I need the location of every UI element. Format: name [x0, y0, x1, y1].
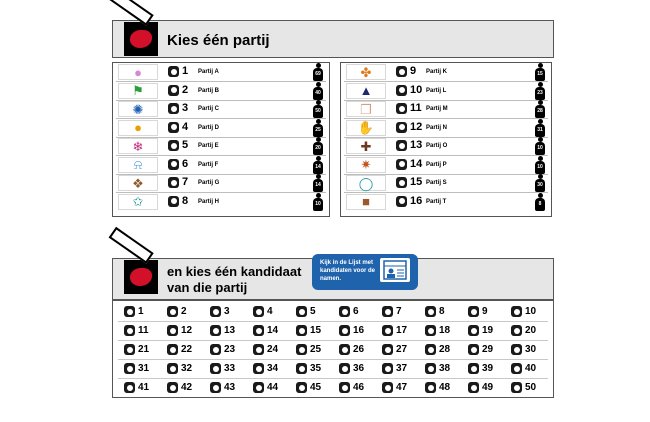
party-name: Partij S [426, 180, 447, 186]
candidate-radio[interactable] [167, 325, 178, 336]
candidate-count-icon [535, 63, 545, 81]
candidate-count: 20 [313, 142, 323, 155]
candidate-count-icon [535, 137, 545, 155]
candidate-option[interactable] [210, 324, 250, 338]
candidate-count-icon [313, 63, 323, 81]
candidate-number: 20 [525, 325, 537, 336]
candidate-section-title-1: en kies één kandidaat [167, 264, 302, 279]
candidate-number: 32 [181, 363, 193, 374]
party-row[interactable] [340, 100, 552, 118]
candidate-radio[interactable] [511, 382, 522, 393]
candidate-list-info-box [312, 254, 418, 290]
candidate-count: 40 [313, 87, 323, 100]
candidate-radio[interactable] [210, 363, 221, 374]
party-number: 8 [182, 194, 189, 207]
candidate-option[interactable] [339, 305, 379, 319]
diamond-cluster-icon: ❖ [118, 175, 158, 191]
drop-icon: ● [118, 120, 158, 136]
candidate-option[interactable] [468, 343, 508, 357]
candidate-count-icon [313, 174, 323, 192]
candidate-option[interactable] [210, 305, 250, 319]
snowflake-icon: ❄ [118, 138, 158, 154]
candidate-number: 39 [482, 363, 494, 374]
party-number: 4 [182, 120, 189, 133]
candidate-radio[interactable] [339, 325, 350, 336]
candidate-number: 8 [439, 306, 445, 317]
candidate-option[interactable] [167, 305, 207, 319]
candidate-radio[interactable] [511, 344, 522, 355]
party-number: 1 [182, 65, 189, 77]
candidate-row-divider [118, 340, 548, 341]
party-name: Partij L [426, 87, 447, 94]
candidate-number: 15 [310, 325, 322, 336]
candidate-option[interactable] [296, 305, 336, 319]
candidate-option[interactable] [253, 324, 293, 338]
candidate-option[interactable] [339, 324, 379, 338]
candidate-radio[interactable] [210, 325, 221, 336]
party-radio[interactable] [396, 103, 407, 114]
candidate-option[interactable] [167, 381, 207, 395]
candidate-option[interactable] [167, 362, 207, 376]
candidate-number: 36 [353, 363, 365, 374]
candidate-count-icon [313, 119, 323, 137]
candidate-number: 22 [181, 344, 193, 355]
party-row[interactable] [340, 137, 552, 155]
candidate-option[interactable] [382, 362, 422, 376]
party-row[interactable] [340, 174, 552, 192]
candidate-number: 29 [482, 344, 494, 355]
candidate-radio[interactable] [382, 382, 393, 393]
party-row[interactable] [112, 119, 330, 137]
candidate-radio[interactable] [339, 306, 350, 317]
party-section-title: Kies één partij [167, 32, 270, 49]
candidate-list-icon [380, 258, 410, 282]
candidate-count: 30 [535, 179, 545, 192]
candidate-radio[interactable] [468, 382, 479, 393]
party-radio[interactable] [396, 85, 407, 96]
candidate-radio[interactable] [253, 363, 264, 374]
party-radio[interactable] [168, 177, 179, 188]
candidate-option[interactable] [167, 343, 207, 357]
starburst-icon: ✷ [346, 157, 386, 173]
candidate-count: 25 [313, 124, 323, 137]
party-row[interactable] [340, 119, 552, 137]
candidate-number: 9 [482, 306, 488, 317]
party-row[interactable] [112, 156, 330, 174]
candidate-radio[interactable] [339, 344, 350, 355]
party-radio[interactable] [396, 66, 407, 77]
candidate-option[interactable] [382, 324, 422, 338]
candidate-number: 37 [396, 363, 408, 374]
candidate-option[interactable] [511, 324, 551, 338]
candidate-option[interactable] [468, 362, 508, 376]
party-name: Partij H [198, 198, 220, 205]
candidate-radio[interactable] [296, 382, 307, 393]
candidate-option[interactable] [167, 324, 207, 338]
candidate-row-divider [118, 378, 548, 379]
candidate-count-icon [535, 156, 545, 174]
candidate-option[interactable] [124, 362, 164, 376]
candidate-radio[interactable] [296, 344, 307, 355]
candidate-option[interactable] [253, 343, 293, 357]
candidate-number: 21 [138, 344, 150, 355]
candidate-count-icon [313, 137, 323, 155]
candidate-option[interactable] [296, 324, 336, 338]
candidate-number: 19 [482, 325, 494, 336]
party-radio[interactable] [396, 177, 407, 188]
candidate-number: 35 [310, 363, 322, 374]
candidate-number: 18 [439, 325, 451, 336]
party-number: 6 [182, 157, 189, 170]
candidate-radio[interactable] [253, 382, 264, 393]
candidate-count-icon [535, 193, 545, 211]
party-number: 11 [410, 102, 422, 114]
candidate-count-icon [535, 119, 545, 137]
party-radio[interactable] [168, 196, 179, 207]
candidate-radio[interactable] [167, 344, 178, 355]
party-name: Partij G [198, 180, 220, 186]
candidate-radio[interactable] [511, 306, 522, 317]
candidate-number: 28 [439, 344, 451, 355]
candidate-number: 14 [267, 325, 279, 336]
candidate-option[interactable] [339, 362, 379, 376]
party-number: 9 [410, 65, 417, 77]
candidate-radio[interactable] [425, 382, 436, 393]
candidate-radio[interactable] [253, 306, 264, 317]
candidate-row-divider [118, 359, 548, 360]
candidate-number: 38 [439, 363, 451, 374]
candidate-radio[interactable] [425, 344, 436, 355]
candidate-count: 28 [535, 105, 545, 118]
party-name: Partij D [198, 124, 220, 131]
candidate-count: 31 [535, 124, 545, 137]
candidate-radio[interactable] [468, 306, 479, 317]
candidate-number: 30 [525, 344, 537, 355]
candidate-option[interactable] [253, 381, 293, 395]
party-radio[interactable] [168, 140, 179, 151]
candidate-number: 11 [138, 325, 149, 336]
candidate-option[interactable] [425, 362, 465, 376]
candidate-count: 23 [535, 87, 545, 100]
candidate-option[interactable] [124, 305, 164, 319]
candidate-option[interactable] [253, 362, 293, 376]
candidate-radio[interactable] [382, 344, 393, 355]
candidate-radio[interactable] [210, 344, 221, 355]
party-number: 12 [410, 120, 423, 133]
party-number: 2 [182, 83, 189, 96]
candidate-option[interactable] [124, 324, 164, 338]
candidate-number: 43 [224, 382, 236, 393]
candidate-number: 26 [353, 344, 365, 355]
candidate-option[interactable] [425, 381, 465, 395]
red-pencil-logo-2 [124, 260, 158, 294]
candidate-number: 1 [138, 306, 144, 317]
party-name: Partij P [426, 161, 447, 168]
candidate-option[interactable] [511, 305, 551, 319]
candidate-option[interactable] [382, 343, 422, 357]
party-radio[interactable] [396, 196, 407, 207]
candidate-radio[interactable] [425, 325, 436, 336]
candidate-count: 50 [313, 105, 323, 118]
candidate-count-icon [535, 100, 545, 118]
candidate-section-title-2: van die partij [167, 280, 248, 295]
party-number: 14 [410, 157, 423, 170]
candidate-count: 10 [535, 142, 545, 155]
candidate-radio[interactable] [468, 325, 479, 336]
candidate-count-icon [313, 100, 323, 118]
candidate-radio[interactable] [425, 306, 436, 317]
candidate-option[interactable] [296, 381, 336, 395]
party-radio[interactable] [396, 159, 407, 170]
hand-icon: ✋ [346, 120, 386, 136]
star-icon: ✩ [118, 194, 158, 210]
party-radio[interactable] [396, 122, 407, 133]
party-row[interactable] [112, 137, 330, 155]
triangle-icon: ▲ [346, 83, 386, 99]
red-pencil-logo [124, 22, 158, 56]
party-row[interactable] [112, 174, 330, 192]
party-radio[interactable] [168, 85, 179, 96]
candidate-option[interactable] [339, 343, 379, 357]
candidate-option[interactable] [511, 362, 551, 376]
candidate-count: 10 [313, 198, 323, 211]
candidate-number: 12 [181, 325, 193, 336]
party-radio[interactable] [168, 122, 179, 133]
candidate-radio[interactable] [296, 363, 307, 374]
party-number: 7 [182, 176, 189, 188]
candidate-option[interactable] [468, 305, 508, 319]
candidate-radio[interactable] [382, 306, 393, 317]
candidate-number: 42 [181, 382, 193, 393]
party-number: 15 [410, 176, 423, 188]
candidate-number: 24 [267, 344, 279, 355]
party-number: 10 [410, 83, 423, 96]
party-radio[interactable] [396, 140, 407, 151]
candidate-number: 45 [310, 382, 322, 393]
candidate-radio[interactable] [382, 325, 393, 336]
candidate-radio[interactable] [253, 325, 264, 336]
party-row[interactable] [340, 193, 552, 211]
party-row[interactable] [112, 100, 330, 118]
party-name: Partij K [426, 69, 448, 75]
party-name: Partij O [426, 143, 448, 149]
candidate-count: 69 [313, 68, 323, 81]
candidate-row-divider [118, 321, 548, 322]
candidate-radio[interactable] [468, 344, 479, 355]
candidate-option[interactable] [511, 343, 551, 357]
candidate-number: 2 [181, 306, 187, 317]
candidate-radio[interactable] [124, 325, 135, 336]
bell-icon: ⍾ [118, 157, 158, 173]
party-number: 3 [182, 102, 189, 114]
candidate-number: 17 [396, 325, 408, 336]
flag-icon: ⚑ [118, 83, 158, 99]
candidate-count-icon [535, 174, 545, 192]
candidate-option[interactable] [210, 362, 250, 376]
party-number: 5 [182, 139, 189, 151]
party-row[interactable] [340, 82, 552, 100]
candidate-number: 49 [482, 382, 494, 393]
candidate-radio[interactable] [296, 325, 307, 336]
circle-icon: ● [118, 64, 158, 80]
candidate-number: 41 [138, 382, 150, 393]
candidate-option[interactable] [296, 362, 336, 376]
candidate-number: 7 [396, 306, 402, 317]
candidate-count: 8 [535, 198, 545, 211]
party-number: 13 [410, 139, 423, 151]
candidate-option[interactable] [382, 381, 422, 395]
candidate-number: 44 [267, 382, 279, 393]
candidate-option[interactable] [210, 343, 250, 357]
flower-icon: ✤ [346, 64, 386, 80]
candidate-number: 50 [525, 382, 537, 393]
candidate-option[interactable] [468, 324, 508, 338]
party-name: Partij F [198, 161, 219, 168]
party-name: Partij E [198, 143, 219, 149]
candidate-radio[interactable] [124, 306, 135, 317]
candidate-option[interactable] [210, 381, 250, 395]
candidate-radio[interactable] [425, 363, 436, 374]
candidate-count-icon [535, 82, 545, 100]
candidate-radio[interactable] [124, 344, 135, 355]
cross-icon: ✚ [346, 138, 386, 154]
candidate-radio[interactable] [296, 306, 307, 317]
candidate-count-icon [313, 193, 323, 211]
party-radio[interactable] [168, 159, 179, 170]
candidate-number: 33 [224, 363, 236, 374]
candidate-radio[interactable] [468, 363, 479, 374]
party-name: Partij T [426, 198, 447, 205]
party-radio[interactable] [168, 66, 179, 77]
candidate-radio[interactable] [253, 344, 264, 355]
candidate-number: 47 [396, 382, 408, 393]
candidate-radio[interactable] [339, 363, 350, 374]
square-icon: ■ [346, 194, 386, 210]
candidate-number: 6 [353, 306, 359, 317]
candidate-option[interactable] [468, 381, 508, 395]
party-row[interactable] [340, 63, 552, 81]
party-name: Partij B [198, 87, 220, 94]
candidate-option[interactable] [296, 343, 336, 357]
candidate-number: 25 [310, 344, 322, 355]
party-row[interactable] [112, 63, 330, 81]
ring-icon: ◯ [346, 175, 386, 191]
party-name: Partij N [426, 124, 448, 131]
candidate-option[interactable] [253, 305, 293, 319]
party-row[interactable] [340, 156, 552, 174]
party-radio[interactable] [168, 103, 179, 114]
candidate-count-icon [313, 82, 323, 100]
candidate-count-icon [313, 156, 323, 174]
candidate-option[interactable] [511, 381, 551, 395]
candidate-number: 27 [396, 344, 408, 355]
square-outline-icon: ❒ [346, 101, 386, 117]
party-number: 16 [410, 194, 423, 207]
candidate-option[interactable] [425, 324, 465, 338]
candidate-radio[interactable] [124, 363, 135, 374]
candidate-radio[interactable] [167, 306, 178, 317]
party-name: Partij C [198, 106, 220, 112]
party-name: Partij A [198, 69, 219, 75]
sun-gear-icon: ✺ [118, 101, 158, 117]
candidate-radio[interactable] [511, 363, 522, 374]
candidate-count: 10 [535, 161, 545, 174]
party-row[interactable] [112, 193, 330, 211]
candidate-number: 3 [224, 306, 230, 317]
candidate-number: 4 [267, 306, 273, 317]
candidate-number: 46 [353, 382, 365, 393]
candidate-radio[interactable] [210, 306, 221, 317]
candidate-radio[interactable] [124, 382, 135, 393]
info-text: Kijk in de Lijst met kandidaten voor de namen. [320, 260, 376, 282]
candidate-number: 10 [525, 306, 537, 317]
candidate-number: 40 [525, 363, 537, 374]
candidate-number: 48 [439, 382, 451, 393]
candidate-option[interactable] [425, 305, 465, 319]
candidate-count: 15 [535, 68, 545, 81]
candidate-option[interactable] [124, 343, 164, 357]
candidate-number: 5 [310, 306, 316, 317]
candidate-option[interactable] [382, 305, 422, 319]
candidate-option[interactable] [124, 381, 164, 395]
candidate-number: 31 [138, 363, 150, 374]
candidate-option[interactable] [339, 381, 379, 395]
party-name: Partij M [426, 106, 448, 112]
candidate-number: 34 [267, 363, 279, 374]
candidate-radio[interactable] [511, 325, 522, 336]
party-row[interactable] [112, 82, 330, 100]
candidate-number: 16 [353, 325, 365, 336]
candidate-count: 14 [313, 179, 323, 192]
candidate-radio[interactable] [339, 382, 350, 393]
candidate-radio[interactable] [210, 382, 221, 393]
candidate-radio[interactable] [167, 363, 178, 374]
candidate-option[interactable] [425, 343, 465, 357]
candidate-number: 13 [224, 325, 236, 336]
candidate-radio[interactable] [167, 382, 178, 393]
candidate-radio[interactable] [382, 363, 393, 374]
candidate-count: 14 [313, 161, 323, 174]
candidate-number: 23 [224, 344, 236, 355]
